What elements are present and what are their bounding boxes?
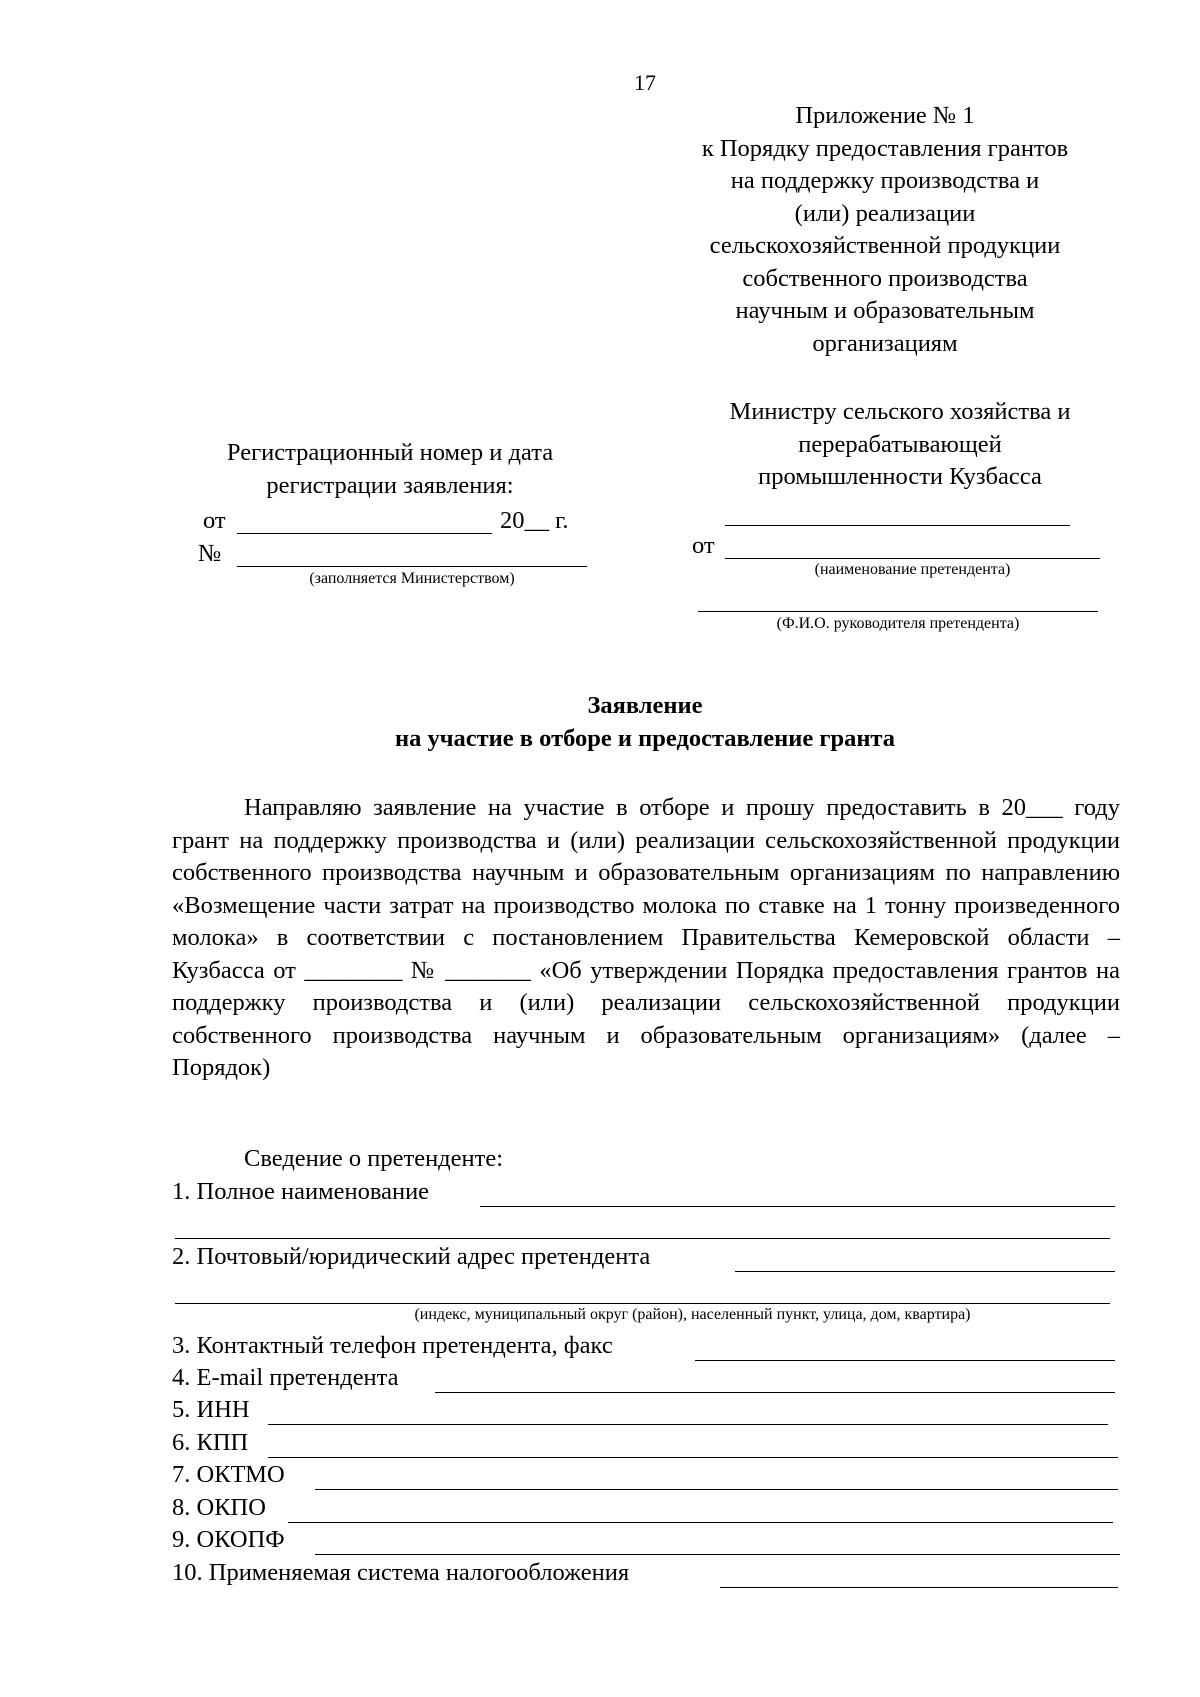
addressee-blank-line[interactable] [725,525,1070,526]
appendix-line: сельскохозяйственной продукции [709,232,1061,259]
registration-number-line[interactable] [237,566,587,567]
application-body-text: Направляю заявление на участие в отборе и прошу предоставить в 20___ году грант на поддержку производства и (или) реализации сельскохозяйственной продукции собственного производства научным и образовательным организациям по направлению «Возмещение части затрат на производство молока по ставке на 1 тонну произведенного молока» в соответствии с постановлением Правительства Кемеровской области – Кузбасса от ________ № _______ «Об утверждении Порядка предоставления грантов на поддержку производства и (или) реализации сельскохозяйственной продукции собственного производства научным и образовательным организациям» (далее – Порядок) [172,794,1120,1081]
field-email-line[interactable] [435,1392,1115,1393]
title-line1: Заявление [587,692,703,719]
field-inn-line[interactable] [268,1424,1108,1425]
field-full-name-line2[interactable] [175,1238,1110,1239]
field-full-name-line[interactable] [480,1206,1115,1207]
appendix-line: к Порядку предоставления грантов [701,134,1069,162]
applicant-name-line[interactable] [725,558,1100,559]
registration-number-label: № [198,540,222,567]
field-address-line[interactable] [735,1271,1115,1272]
addressee-block [680,396,1120,494]
field-kpp-label: 6. КПП [172,1429,249,1456]
field-okpo-line[interactable] [288,1522,1113,1523]
field-address-label: 2. Почтовый/юридический адрес претендента [172,1243,651,1270]
registration-from-label: от [203,507,226,534]
field-phone-label: 3. Контактный телефон претендента, факс [172,1332,613,1359]
registration-block [180,437,600,502]
field-okpo-label: 8. ОКПО [172,1494,266,1521]
field-inn-label: 5. ИНН [172,1396,250,1423]
registration-line2: регистрации заявления: [266,471,514,499]
registration-year-label: 20__ г. [500,507,569,534]
field-full-name-label: 1. Полное наименование [172,1178,430,1205]
addressee-line: перерабатывающей [798,430,1002,458]
appendix-header [650,100,1120,360]
field-kpp-line[interactable] [268,1457,1118,1458]
registration-date-line[interactable] [237,533,492,534]
head-name-line[interactable] [698,611,1098,612]
field-okopf-line[interactable] [315,1554,1120,1555]
head-name-caption: (Ф.И.О. руководителя претендента) [776,615,1020,632]
registration-line1: Регистрационный номер и дата [226,439,554,466]
field-tax-system-line[interactable] [720,1587,1118,1588]
field-phone-line[interactable] [695,1360,1115,1361]
appendix-line: Приложение № 1 [795,102,975,129]
appendix-line: на поддержку производства и [730,167,1040,194]
appendix-line: научным и образовательным [735,297,1035,324]
title-line2: на участие в отборе и предоставление гранта [394,724,896,752]
document-title [0,690,1200,755]
field-address-line2[interactable] [175,1303,1110,1304]
page-number: 17 [634,70,656,95]
appendix-line: организациям [812,329,958,357]
field-okopf-label: 9. ОКОПФ [172,1526,285,1553]
addressee-line: промышленности Кузбасса [758,463,1042,490]
appendix-line: (или) реализации [794,199,976,227]
applicant-section-heading: Сведение о претенденте: [244,1145,504,1172]
field-address-caption: (индекс, муниципальный округ (район), населенный пункт, улица, дом, квартира) [414,1306,971,1323]
field-tax-system-label: 10. Применяемая система налогообложения [172,1559,630,1586]
appendix-line: собственного производства [742,264,1028,292]
field-email-label: 4. E-mail претендента [172,1364,399,1391]
addressee-from-label: от [692,532,715,559]
addressee-line: Министру сельского хозяйства и [729,398,1071,425]
registration-caption: (заполняется Министерством) [309,570,515,587]
field-oktmo-label: 7. ОКТМО [172,1461,285,1488]
field-oktmo-line[interactable] [315,1489,1118,1490]
applicant-name-caption: (наименование претендента) [814,561,1011,578]
